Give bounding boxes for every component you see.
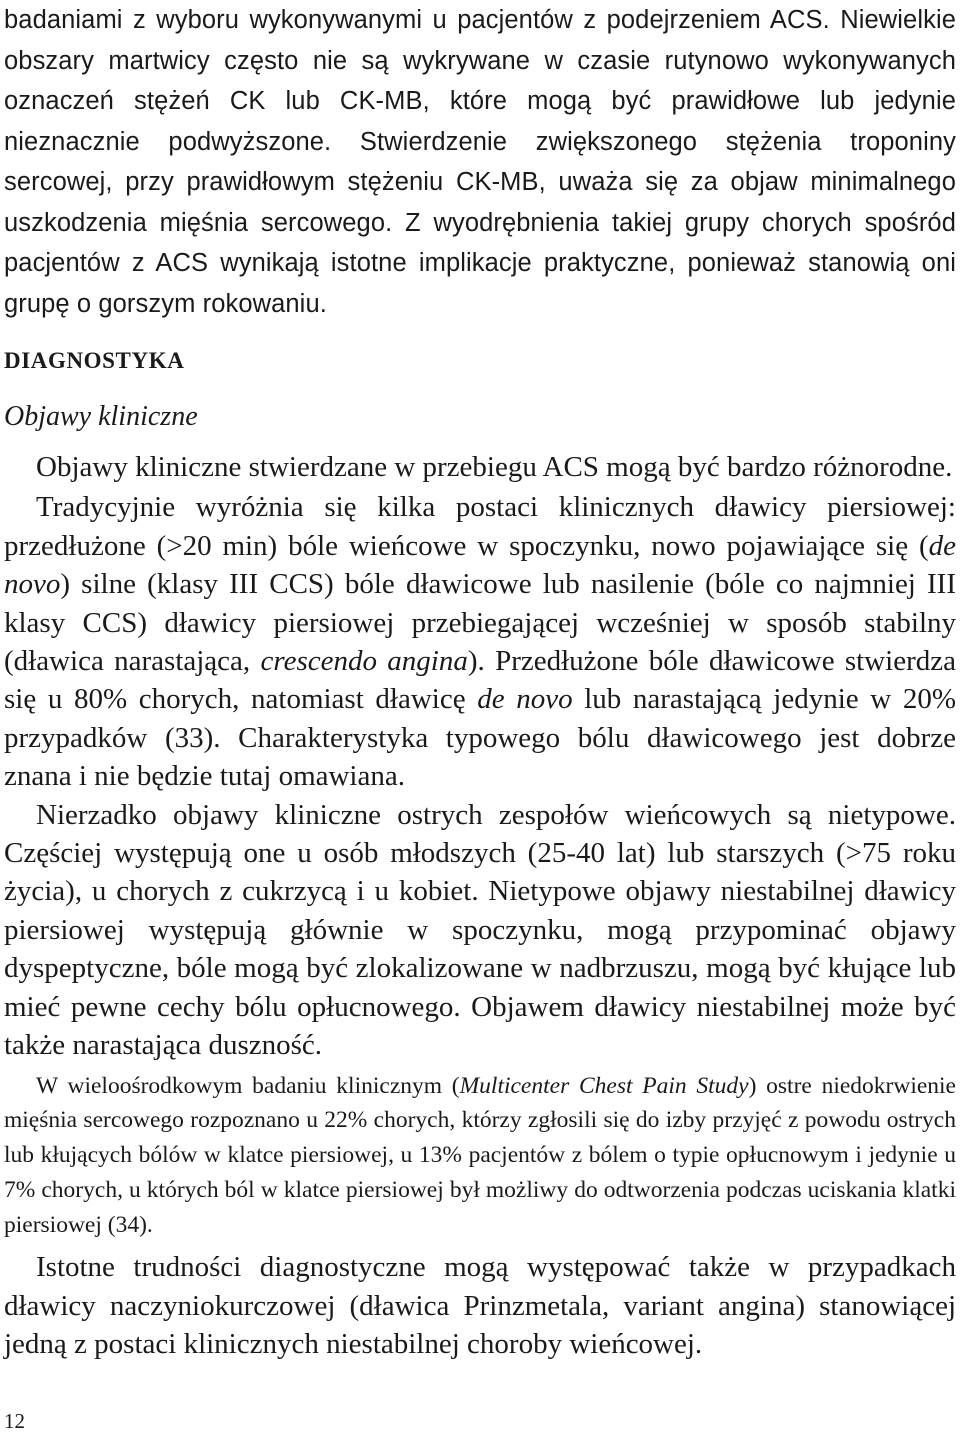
paragraph-atypical-symptoms: Nierzadko objawy kliniczne ostrych zespołów wieńcowych są nietypowe. Częściej występują one u osób młodszych (25-40 lat) lub starszych (>75 roku życia), u chorych z cukrzycą i u kobiet. Nietypowe objawy niestabilnej dławicy piersiowej występują głównie w spoczynku, mogą przypominać objawy dyspeptyczne, bóle mogą być zlokalizowane w nadbrzuszu, mogą być kłujące lub mieć pewne cechy bólu opłucnowego. Objawem dławicy niestabilnej może być także narastająca duszność. bbox=[4, 798, 956, 1062]
paragraph-symptoms-intro: Objawy kliniczne stwierdzane w przebiegu ACS mogą być bardzo różnorodne. bbox=[36, 451, 953, 483]
document-page bbox=[4, 0, 956, 1364]
text-span: W wieloośrodkowym badaniu klinicznym ( bbox=[36, 1072, 460, 1099]
italic-term: crescendo angina bbox=[260, 645, 468, 678]
text-span: ). Przedłużone bóle dławicowe stwierdza się u 80% chorych, natomiast dławicę bbox=[4, 645, 956, 716]
section-heading: DIAGNOSTYKA bbox=[4, 348, 185, 373]
paragraph-multicenter-study bbox=[4, 1069, 956, 1243]
paragraph-troponin: badaniami z wyboru wykonywanymi u pacjentów z podejrzeniem ACS. Niewielkie obszary martwicy często nie są wykrywane w czasie rutynowo wykonywanych oznaczeń stężeń CK lub CK-MB, które mogą być prawidłowe lub jedynie nieznacznie podwyższone. Stwierdzenie zwiększonego stężenia troponiny sercowej, przy prawidłowym stężeniu CK-MB, uważa się za objaw minimalnego uszkodzenia mięśnia sercowego. Z wyodrębnienia takiej grupy chorych spośród pacjentów z ACS wynikają istotne implikacje praktyczne, ponieważ stanowią oni grupę o gorszym rokowaniu. bbox=[4, 6, 956, 318]
paragraph-angina-forms bbox=[4, 488, 956, 795]
italic-term: de novo bbox=[477, 683, 573, 716]
paragraph-prinzmetal: Istotne trudności diagnostyczne mogą występować także w przypadkach dławicy naczyniokurczowej (dławica Prinzmetala, variant angina) stanowiącej jedną z postaci klinicznych niestabilnej choroby wieńcowej. bbox=[4, 1251, 956, 1361]
text-span: Tradycyjnie wyróżnia się kilka postaci klinicznych dławicy piersiowej: przedłużone (>20 min) bóle wieńcowe w spoczynku, nowo pojawiające się ( bbox=[4, 491, 956, 562]
text-span: ) silne (klasy III CCS) bóle dławicowe lub nasilenie (bóle co najmniej III klasy CCS) dławicy piersiowej przebiegającej wcześniej w sposób stabilny (dławica narastająca, bbox=[4, 568, 956, 678]
subsection-heading: Objawy kliniczne bbox=[4, 401, 198, 432]
italic-term: Multicenter Chest Pain Study bbox=[459, 1072, 749, 1099]
italic-term: de novo bbox=[4, 529, 956, 601]
page-number: 12 bbox=[4, 1409, 25, 1433]
text-span: ) ostre niedokrwienie mięśnia sercowego rozpoznano u 22% chorych, którzy zgłosili się do izby przyjęć z powodu ostrych lub kłujących bólów w klatce piersiowej, u 13% pacjentów z bólem o typie opłucnowym i jedynie u 7% chorych, u których ból w klatce piersiowej był możliwy do odtworzenia podczas uciskania klatki piersiowej (34). bbox=[4, 1072, 956, 1238]
text-span: lub narastającą jedynie w 20% przypadków (33). Charakterystyka typowego bólu dławicowego jest dobrze znana i nie będzie tutaj omawiana. bbox=[4, 683, 956, 793]
